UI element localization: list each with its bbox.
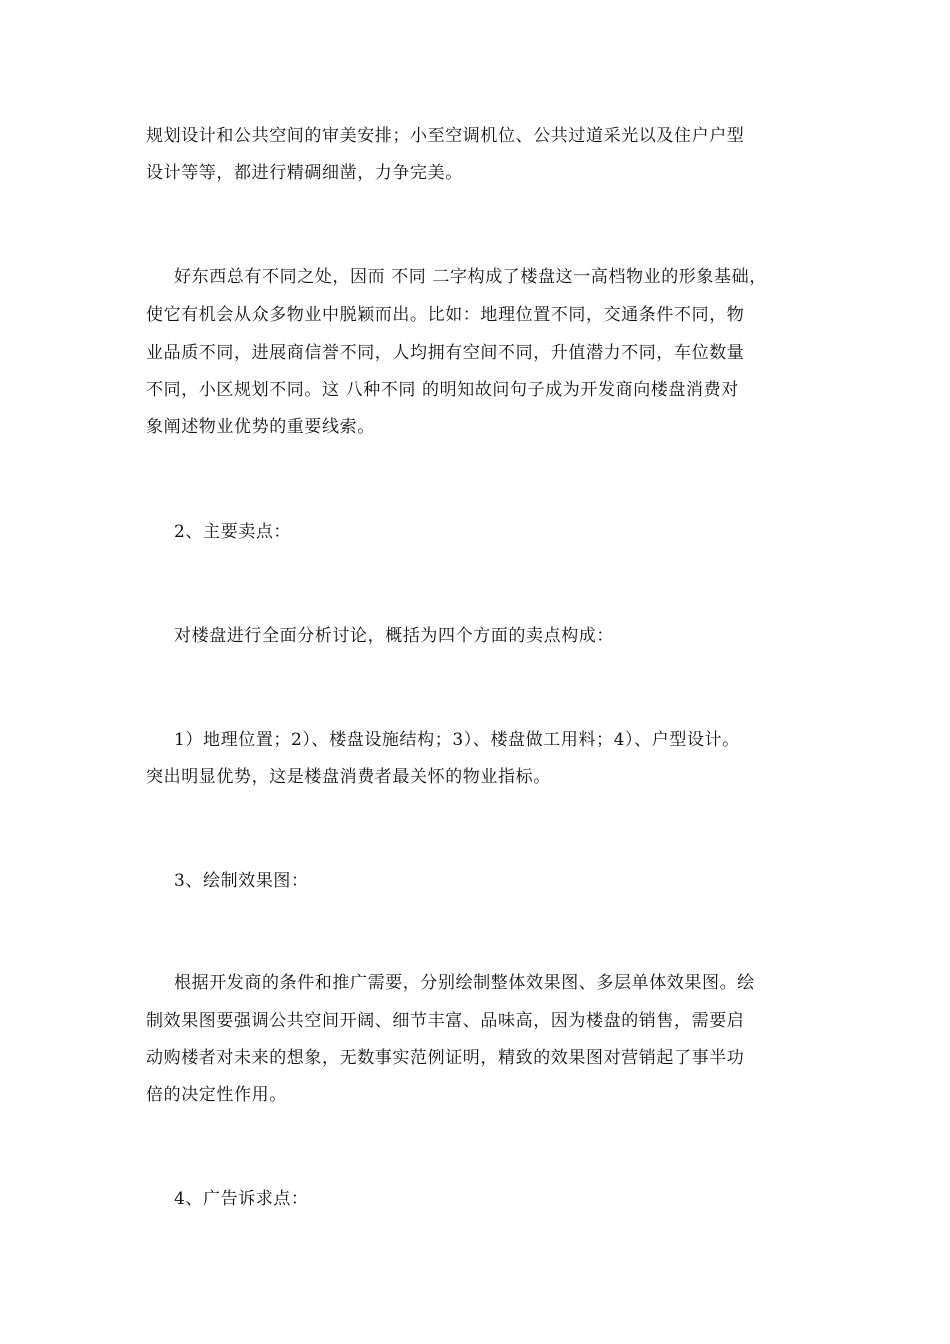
section-heading-renderings: 3、绘制效果图： [174,871,309,891]
text-line: 设计等等，都进行精碉细凿，力争完美。 [146,163,463,183]
paragraph-selling-points-intro: 对楼盘进行全面分析讨论，概括为四个方面的卖点构成： [174,626,614,646]
section-heading-selling-points: 2、主要卖点： [174,522,292,542]
text-line: 业品质不同，进展商信誉不同，人均拥有空间不同，升值潜力不同，车位数量 [146,343,745,363]
text-line: 使它有机会从众多物业中脱颖而出。比如：地理位置不同，交通条件不同，物 [146,305,745,325]
text-line: 制效果图要强调公共空间开阔、细节丰富、品味高，因为楼盘的销售，需要启 [146,1011,745,1031]
text-line: 规划设计和公共空间的审美安排；小至空调机位、公共过道采光以及住户户型 [146,126,745,146]
text-line: 不同，小区规划不同。这 八种不同 的明知故问句子成为开发商向楼盘消费对 [146,380,739,400]
text-line: 象阐述物业优势的重要线索。 [146,417,375,437]
section-heading-ad-appeal: 4、广告诉求点： [174,1189,309,1209]
text-line: 突出明显优势，这是楼盘消费者最关怀的物业指标。 [146,767,551,787]
text-line: 根据开发商的条件和推广需要，分别绘制整体效果图、多层单体效果图。绘 [174,973,755,993]
text-line: 倍的决定性作用。 [146,1085,287,1105]
text-line: 好东西总有不同之处，因而 不同 二字构成了楼盘这一高档物业的形象基础， [174,267,767,287]
text-line: 动购楼者对未来的想象，无数事实范例证明，精致的效果图对营销起了事半功 [146,1048,745,1068]
text-line: 1）地理位置；2）、楼盘设施结构；3）、楼盘做工用料；4）、户型设计。 [174,730,740,750]
